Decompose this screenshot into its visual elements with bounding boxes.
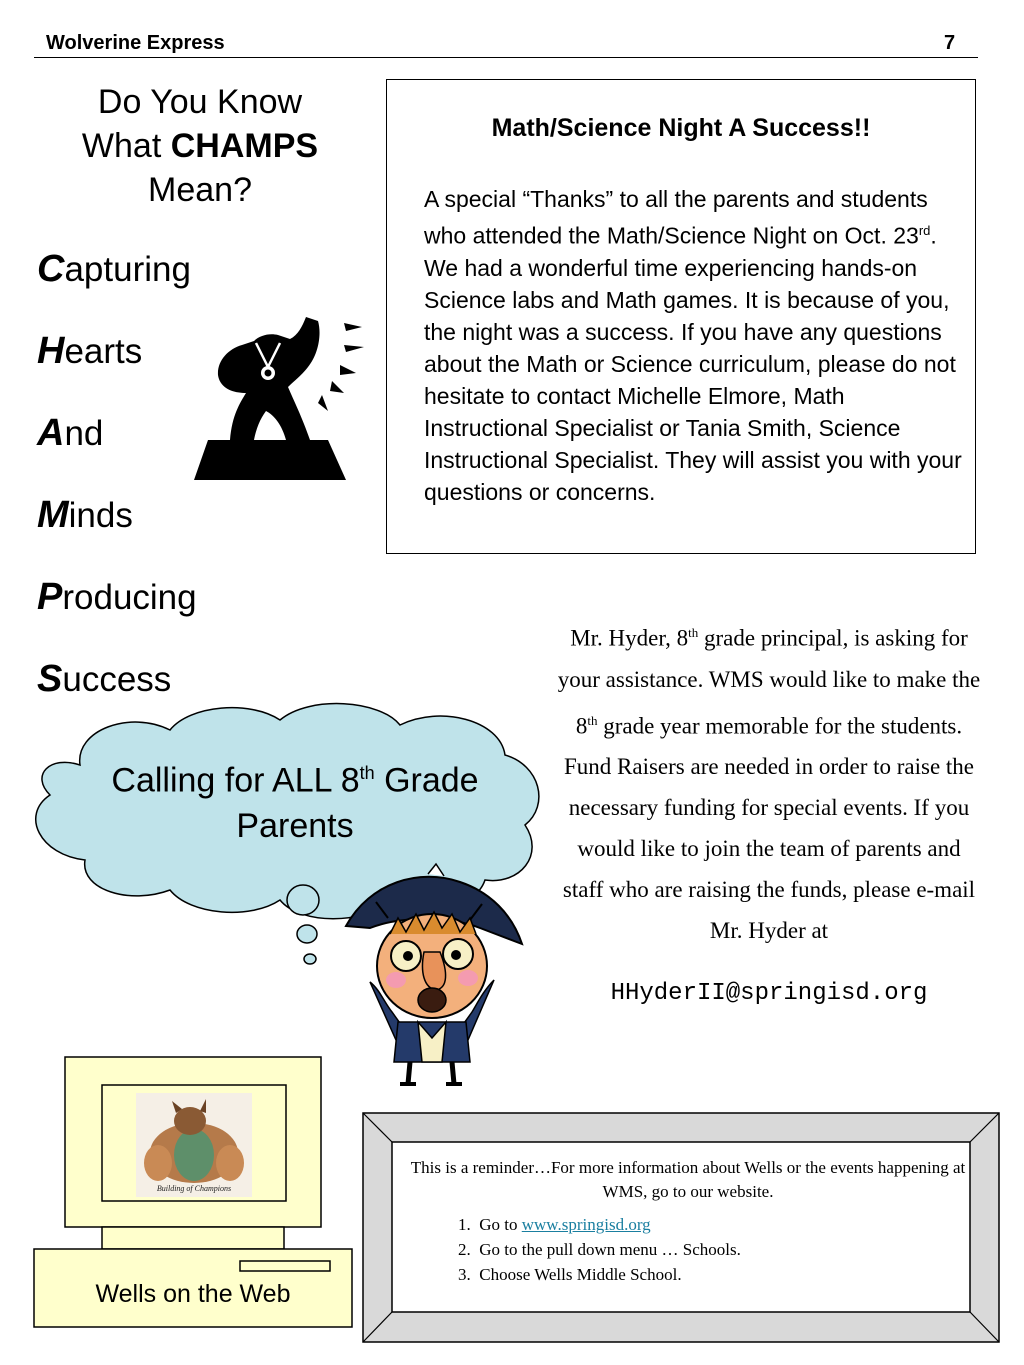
header-rule — [34, 57, 978, 58]
article-text: A special “Thanks” to all the parents and students who attended the Math/Science Night on Oct. 23 — [424, 186, 928, 249]
math-science-article-body — [424, 183, 964, 508]
cloud-text: Grade Parents — [236, 761, 479, 846]
acronym-line-a — [37, 412, 103, 455]
champs-word: CHAMPS — [170, 127, 319, 165]
step-text: Go to the pull down menu … Schools. — [479, 1240, 741, 1259]
list-item — [458, 1237, 741, 1262]
acronym-letter: M — [37, 494, 69, 536]
acronym-letter: A — [37, 412, 65, 454]
website-steps-list — [458, 1212, 741, 1287]
acronym-letter: H — [37, 330, 65, 372]
newsletter-title: Wolverine Express — [46, 32, 225, 54]
paragraph-text: Mr. Hyder, 8 — [570, 625, 689, 651]
website-reminder-text: This is a reminder…For more information about Wells or the events happening at WMS, go to our website. — [410, 1158, 966, 1201]
list-item — [458, 1262, 741, 1287]
wolverine-logo-icon — [136, 1093, 252, 1197]
logo-caption: Building of Champions — [156, 1184, 232, 1193]
step-text: Choose Wells Middle School. — [479, 1265, 682, 1284]
step-number: 2. — [458, 1240, 471, 1259]
paragraph-text: grade year memorable for the students. Fund Raisers are needed in order to raise the necessary funding for special events. If you would like to join the team of parents and staff who are raising the funds, please e-mail Mr. Hyder at — [562, 713, 976, 944]
springisd-website-link[interactable]: www.springisd.org — [521, 1215, 651, 1234]
paragraph-superscript: th — [688, 625, 699, 640]
cloud-text: Calling for ALL 8 — [111, 761, 360, 800]
acronym-line-p — [37, 576, 197, 619]
paragraph-superscript: th — [587, 712, 598, 728]
article-text: . We had a wonderful time experiencing hands-on Science labs and Math games. It is because of you, the night was a success. If you have any questions about the Math or Science curriculum, please do not hesitate to contact Michelle Elmore, Math Instructional Specialist or Tania Smith, Science Instructional Specialist. They will assist you with your questions or concerns. — [424, 222, 962, 505]
math-science-article-title: Math/Science Night A Success!! — [491, 114, 871, 142]
hyder-fundraiser-paragraph — [556, 612, 982, 951]
champs-heading — [40, 80, 360, 212]
acronym-letter: P — [37, 576, 63, 618]
page-number: 7 — [944, 32, 956, 54]
acronym-word: roducing — [62, 578, 197, 617]
step-number: 3. — [458, 1265, 471, 1284]
acronym-line-m — [37, 494, 133, 537]
cloud-superscript: th — [359, 763, 375, 783]
paragraph-text: grade principal, is asking for your assistance. WMS would like to make the 8 — [557, 625, 981, 739]
calling-8th-grade-parents-heading — [80, 750, 510, 849]
acronym-word: apturing — [64, 250, 191, 289]
champs-heading-line3: Mean? — [148, 171, 252, 209]
acronym-line-c — [37, 248, 191, 291]
acronym-letter: C — [37, 248, 65, 290]
champion-trophy-icon — [190, 315, 370, 485]
article-superscript: rd — [918, 223, 931, 238]
step-number: 1. — [458, 1215, 471, 1234]
champs-heading-line1: Do You Know — [97, 83, 303, 121]
step-text: Go to — [479, 1215, 522, 1234]
hyder-email[interactable]: HHyderII@springisd.org — [610, 980, 928, 1007]
acronym-line-h — [37, 330, 142, 373]
cartoon-boy-icon — [340, 862, 525, 1092]
champs-heading-prefix: What — [81, 127, 171, 165]
list-item — [458, 1212, 741, 1237]
acronym-word: inds — [68, 496, 133, 535]
acronym-letter: S — [37, 658, 63, 700]
wells-on-the-web-label: Wells on the Web — [95, 1280, 291, 1308]
acronym-word: earts — [64, 332, 143, 371]
acronym-word: uccess — [62, 660, 172, 699]
acronym-word: nd — [64, 414, 104, 453]
champs-heading-line2 — [40, 124, 360, 168]
